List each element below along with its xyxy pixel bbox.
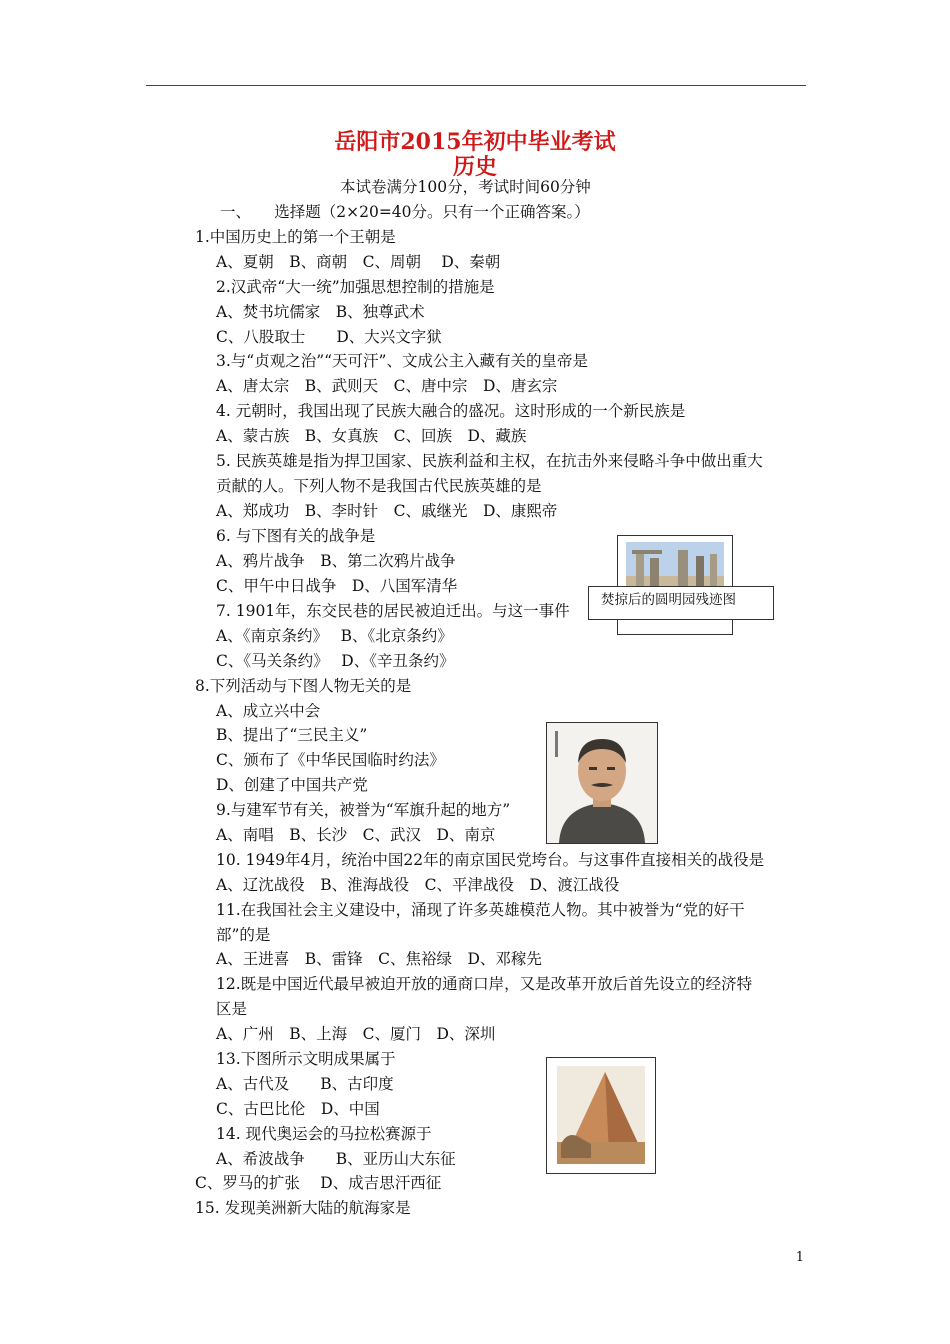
pyramid-image <box>547 1058 655 1173</box>
question-8-option-c: C、颁布了《中华民国临时约法》 <box>216 751 445 769</box>
question-13-options-b: C、古巴比伦 D、中国 <box>216 1100 380 1118</box>
question-1-options: A、夏朝 B、商朝 C、周朝 D、秦朝 <box>216 253 501 271</box>
question-2: 2.汉武帝“大一统”加强思想控制的措施是 <box>216 278 495 296</box>
question-11-line-1: 11.在我国社会主义建设中，涌现了许多英雄模范人物。其中被誉为“党的好干 <box>216 901 745 919</box>
question-5-line-2: 贡献的人。下列人物不是我国古代民族英雄的是 <box>216 477 542 495</box>
question-10-options: A、辽沈战役 B、淮海战役 C、平津战役 D、渡江战役 <box>216 876 620 894</box>
question-11-line-2: 部”的是 <box>216 926 271 944</box>
portrait-image <box>547 723 657 843</box>
question-2-options-b: C、八股取士 D、大兴文字狱 <box>216 328 442 346</box>
question-9: 9.与建军节有关，被誉为“军旗升起的地方” <box>216 801 511 819</box>
question-8: 8.下列活动与下图人物无关的是 <box>195 677 412 695</box>
question-12-options: A、广州 B、上海 C、厦门 D、深圳 <box>216 1025 496 1043</box>
question-1: 1.中国历史上的第一个王朝是 <box>195 228 396 246</box>
question-14-options-a: A、希波战争 B、亚历山大东征 <box>216 1150 456 1168</box>
question-9-options: A、南唱 B、长沙 C、武汉 D、南京 <box>216 826 496 844</box>
exam-info: 本试卷满分100分，考试时间60分钟 <box>340 178 591 196</box>
ruins-caption: 焚掠后的圆明园残迹图 <box>588 586 774 620</box>
question-7-options-b: C、《马关条约》 D、《辛丑条约》 <box>216 652 455 670</box>
question-3: 3.与“贞观之治”“天可汗”、文成公主入藏有关的皇帝是 <box>216 352 588 370</box>
question-4-options: A、蒙古族 B、女真族 C、回族 D、藏族 <box>216 427 527 445</box>
question-12-line-1: 12.既是中国近代最早被迫开放的通商口岸，又是改革开放后首先设立的经济特 <box>216 975 753 993</box>
page-number: 1 <box>795 1250 804 1265</box>
question-6-options-b: C、甲午中日战争 D、八国军清华 <box>216 577 458 595</box>
question-7-options-a: A、《南京条约》 B、《北京条约》 <box>216 627 453 645</box>
question-8-option-d: D、创建了中国共产党 <box>216 776 368 794</box>
header-rule <box>146 85 806 86</box>
section-heading: 一、 选择题（2×20=40分。只有一个正确答案。） <box>220 203 590 221</box>
question-14-options-b: C、罗马的扩张 D、成吉思汗西征 <box>195 1174 442 1192</box>
portrait-figure <box>546 722 658 844</box>
subject-title: 历史 <box>452 154 497 180</box>
question-12-line-2: 区是 <box>216 1000 248 1018</box>
question-5-line-1: 5. 民族英雄是指为捍卫国家、民族利益和主权，在抗击外来侵略斗争中做出重大 <box>216 452 763 470</box>
question-14: 14. 现代奥运会的马拉松赛源于 <box>216 1125 432 1143</box>
question-6-options-a: A、鸦片战争 B、第二次鸦片战争 <box>216 552 456 570</box>
ruins-figure <box>617 535 733 635</box>
question-8-option-a: A、成立兴中会 <box>216 702 321 720</box>
question-6: 6. 与下图有关的战争是 <box>216 527 376 545</box>
pyramid-figure <box>546 1057 656 1174</box>
question-13: 13.下图所示文明成果属于 <box>216 1050 396 1068</box>
question-13-options-a: A、古代及 B、古印度 <box>216 1075 394 1093</box>
exam-title: 岳阳市2015年初中毕业考试 <box>334 129 616 155</box>
question-10: 10. 1949年4月，统治中国22年的南京国民党垮台。与这事件直接相关的战役是 <box>216 851 765 869</box>
question-5-options: A、郑成功 B、李时针 C、戚继光 D、康熙帝 <box>216 502 558 520</box>
question-7: 7. 1901年，东交民巷的居民被迫迁出。与这一事件 <box>216 602 570 620</box>
question-4: 4. 元朝时，我国出现了民族大融合的盛况。这时形成的一个新民族是 <box>216 402 686 420</box>
question-8-option-b: B、提出了“三民主义” <box>216 726 368 744</box>
question-3-options: A、唐太宗 B、武则天 C、唐中宗 D、唐玄宗 <box>216 377 558 395</box>
question-11-options: A、王进喜 B、雷锋 C、焦裕绿 D、邓稼先 <box>216 950 542 968</box>
question-15: 15. 发现美洲新大陆的航海家是 <box>195 1199 411 1217</box>
question-2-options-a: A、焚书坑儒家 B、独尊武术 <box>216 303 425 321</box>
